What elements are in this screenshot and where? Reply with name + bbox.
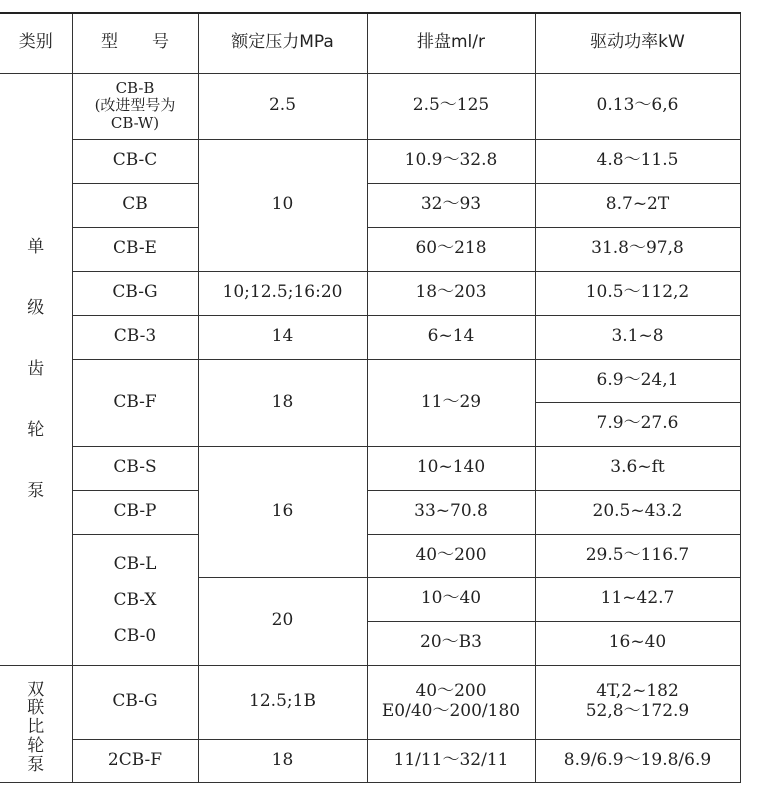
- header-displacement: 排盘ml/r: [367, 13, 535, 73]
- power-cell: 3.1~8: [535, 315, 740, 359]
- power-cell: 7.9～27.6: [535, 402, 740, 446]
- model-cell: CB-3: [72, 315, 198, 359]
- pressure-cell: 2.5: [198, 73, 367, 139]
- displacement-cell: 10~140: [367, 446, 535, 490]
- table-row: [0, 534, 740, 577]
- power-cell: 8.7~2T: [535, 183, 740, 227]
- power-cell: 6.9～24,1: [535, 359, 740, 402]
- power-cell: 20.5~43.2: [535, 490, 740, 534]
- displacement-cell: 11/11～32/11: [367, 739, 535, 782]
- table-row: [0, 665, 740, 739]
- power-cell: 4.8～11.5: [535, 139, 740, 183]
- table-row: [0, 315, 740, 359]
- displacement-cell: 6~14: [367, 315, 535, 359]
- model-cell: CB-E: [72, 227, 198, 271]
- table-row: [0, 139, 740, 183]
- table-row: [0, 739, 740, 782]
- displacement-cell: 18～203: [367, 271, 535, 315]
- displacement-cell: 33~70.8: [367, 490, 535, 534]
- model-cell: CB-G: [72, 665, 198, 739]
- displacement-cell: 2.5～125: [367, 73, 535, 139]
- header-power: 驱动功率kW: [535, 13, 740, 73]
- displacement-cell: 11～29: [367, 359, 535, 446]
- header-pressure: 额定压力MPa: [198, 13, 367, 73]
- pressure-cell: 20: [198, 577, 367, 665]
- power-cell: 8.9/6.9～19.8/6.9: [535, 739, 740, 782]
- pressure-cell: 14: [198, 315, 367, 359]
- model-cell: 2CB-F: [72, 739, 198, 782]
- displacement-cell: 10～40: [367, 577, 535, 621]
- model-cell: CB: [72, 183, 198, 227]
- table-row: [0, 446, 740, 490]
- model-cell: CB-F: [72, 359, 198, 446]
- displacement-cell: 40～200: [367, 534, 535, 577]
- power-cell: 10.5～112,2: [535, 271, 740, 315]
- power-cell: 11~42.7: [535, 577, 740, 621]
- pressure-cell: 10: [198, 139, 367, 271]
- power-cell: 31.8～97,8: [535, 227, 740, 271]
- table-row: [0, 490, 740, 534]
- displacement-cell: 32～93: [367, 183, 535, 227]
- table-row: [0, 183, 740, 227]
- category-single-stage: 单 级 齿 轮 泵: [0, 73, 72, 665]
- table-row: [0, 271, 740, 315]
- power-cell: 0.13～6,6: [535, 73, 740, 139]
- power-cell: 4T,2~182 52,8～172.9: [535, 665, 740, 739]
- power-cell: 16~40: [535, 621, 740, 665]
- header-category: 类别: [0, 13, 72, 73]
- gear-pump-spec-table: [0, 12, 741, 783]
- pressure-cell: 10;12.5;16:20: [198, 271, 367, 315]
- category-double-stage: 双 联 比 轮 泵: [0, 665, 72, 782]
- pressure-cell: 16: [198, 446, 367, 577]
- table-row: [0, 73, 740, 139]
- model-cell: CB-B (改进型号为 CB-W): [72, 73, 198, 139]
- pressure-cell: 18: [198, 359, 367, 446]
- power-cell: 29.5～116.7: [535, 534, 740, 577]
- displacement-cell: 40～200 E0/40～200/180: [367, 665, 535, 739]
- displacement-cell: 20～B3: [367, 621, 535, 665]
- power-cell: 3.6~ft: [535, 446, 740, 490]
- model-cell: CB-L CB-X CB-0: [72, 534, 198, 665]
- table-row: [0, 359, 740, 402]
- header-model: 型 号: [72, 13, 198, 73]
- model-cell: CB-S: [72, 446, 198, 490]
- model-cell: CB-C: [72, 139, 198, 183]
- header-row: [0, 13, 740, 73]
- model-cell: CB-P: [72, 490, 198, 534]
- displacement-cell: 10.9～32.8: [367, 139, 535, 183]
- table-row: [0, 227, 740, 271]
- pressure-cell: 12.5;1B: [198, 665, 367, 739]
- model-cell: CB-G: [72, 271, 198, 315]
- pressure-cell: 18: [198, 739, 367, 782]
- displacement-cell: 60～218: [367, 227, 535, 271]
